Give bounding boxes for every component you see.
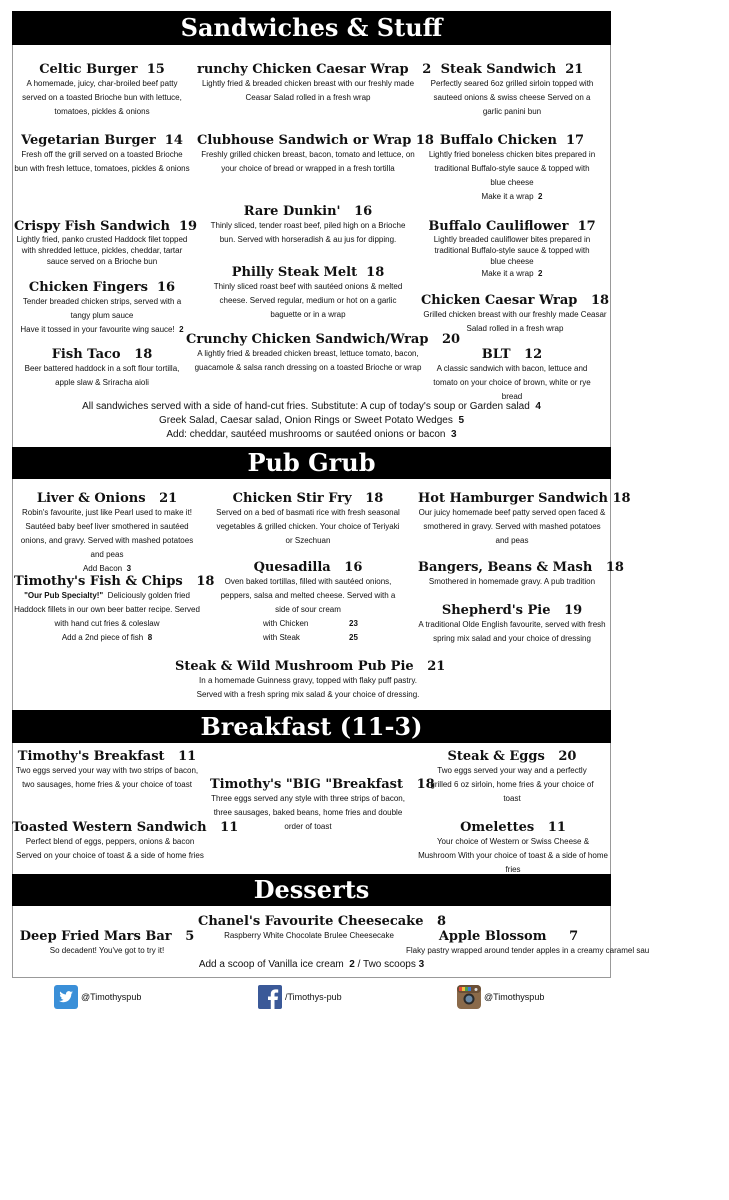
item-description: Flaky pastry wrapped around tender apples in a creamy caramel sau	[406, 946, 650, 955]
item-name: Philly Steak Melt	[231, 265, 358, 280]
section-header-sandwiches: Sandwiches & Stuff	[12, 11, 611, 45]
menu-item	[14, 219, 198, 267]
menu-item	[420, 293, 610, 336]
item-name: Liver & Onions	[36, 491, 146, 506]
menu-item	[14, 62, 190, 119]
item-price: 18	[612, 491, 631, 506]
item-description: Freshly grilled chicken breast, bacon, tomato and lettuce, on your choice of bread or wrapped in a fresh tortilla	[201, 150, 415, 173]
item-name: runchy Chicken Caesar Wrap	[197, 62, 409, 77]
item-description: A classic sandwich with bacon, lettuce and tomato on your choice of brown, white or rye bread	[433, 364, 591, 401]
item-description: So decadent! You've got to try it!	[49, 946, 165, 955]
item-description: Your choice of Western or Swiss Cheese & Mushroom With your choice of toast & a side of home fries	[418, 837, 608, 874]
item-name: Chanel's Favourite Cheesecake	[198, 914, 424, 929]
item-name: Timothy's Fish & Chips	[14, 574, 183, 589]
social-handle: /Timothys-pub	[285, 992, 342, 1002]
item-price: 17	[566, 133, 585, 148]
section-header-breakfast: Breakfast (11-3)	[12, 710, 611, 743]
menu-item	[12, 820, 239, 863]
item-name: Chicken Stir Fry	[232, 491, 352, 506]
menu-item	[198, 914, 447, 943]
item-price: 15	[146, 62, 165, 77]
item-price: 8	[437, 914, 447, 929]
item-name: Timothy's Breakfast	[17, 749, 165, 764]
item-price: 18	[134, 347, 153, 362]
facebook-icon	[258, 985, 282, 1009]
menu-item	[428, 749, 596, 806]
item-name: Fish Taco	[51, 347, 121, 362]
item-price: 5	[185, 929, 195, 944]
menu-item	[14, 491, 200, 576]
item-description: Robin's favourite, just like Pearl used to make it! Sautéed baby beef liver smothered in sautéed onions, and gravy. Served with mashed potatoes and peas	[20, 508, 194, 559]
item-price: 18	[365, 491, 384, 506]
item-price: 18	[196, 574, 215, 589]
item-price: 19	[179, 219, 198, 234]
item-description: Thinly sliced roast beef with sautéed onions & melted cheese. Served regular, medium or hot on a garlic baguette or in a wrap	[213, 282, 403, 319]
item-price: 2	[422, 62, 432, 77]
twitter-icon	[54, 985, 78, 1009]
item-description: Smothered in homemade gravy. A pub tradition	[428, 577, 596, 586]
menu-item	[418, 560, 624, 589]
social-twitter[interactable]	[54, 985, 141, 1009]
item-price: 16	[354, 204, 373, 219]
item-price: 16	[344, 560, 363, 575]
item-price: 18	[590, 293, 610, 308]
item-price: 21	[565, 62, 584, 77]
menu-item	[210, 777, 435, 834]
item-price: 17	[577, 219, 596, 234]
menu-item: Timothy's Fish & Chips 18 "Our Pub Specialty!" Deliciously golden fried Haddock fillets in our own beer batter recipe. Served with hand cut fries & coleslaw Add a 2nd piece of fish 8	[14, 574, 215, 642]
item-extra-price: 3	[126, 564, 132, 573]
social-handle: @Timothyspub	[81, 992, 142, 1002]
item-name: Clubhouse Sandwich or Wrap	[197, 133, 412, 148]
dessert-note: Add a scoop of Vanilla ice cream 2 / Two scoops 3	[198, 959, 425, 970]
section-header-desserts: Desserts	[12, 874, 611, 906]
item-name: Crispy Fish Sandwich	[14, 219, 170, 234]
menu-item	[197, 62, 432, 105]
item-name: Crunchy Chicken Sandwich/Wrap	[186, 332, 429, 347]
item-name: Steak Sandwich	[440, 62, 557, 77]
item-name: Bangers, Beans & Mash	[418, 560, 593, 575]
menu-item	[175, 659, 446, 702]
item-description: A lightly fried & breaded chicken breast, lettuce tomato, bacon, guacamole & salsa ranch dressing on a toasted Brioche or wrap	[194, 349, 422, 372]
menu-item	[418, 491, 631, 548]
item-name: Chicken Caesar Wrap	[420, 293, 578, 308]
item-extra: Add Bacon	[82, 564, 123, 573]
item-name: Steak & Eggs	[447, 749, 545, 764]
item-name: Quesadilla	[253, 560, 331, 575]
item-extra: Have it tossed in your favourite wing sauce!	[20, 325, 175, 334]
menu-item	[208, 265, 408, 322]
item-description: Served on a bed of basmati rice with fresh seasonal vegetables & grilled chicken. Your choice of Teriyaki or Szechuan	[216, 508, 400, 545]
item-price: 18	[366, 265, 385, 280]
item-description: Our juicy homemade beef patty served open faced & smothered in gravy. Served with mashed potatoes and peas	[418, 508, 606, 545]
item-description: Fresh off the grill served on a toasted Brioche bun with fresh lettuce, tomatoes, pickles & onions	[14, 150, 190, 173]
item-price: 19	[564, 603, 583, 618]
menu-item	[186, 332, 461, 375]
item-price: 11	[178, 749, 197, 764]
item-price: 20	[442, 332, 461, 347]
item-name: BLT	[481, 347, 511, 362]
item-name: Vegetarian Burger	[21, 133, 156, 148]
item-description: A homemade, juicy, char-broiled beef patty served on a toasted Brioche bun with lettuce, tomatoes, pickles & onions	[22, 79, 182, 116]
item-price: 18	[415, 133, 434, 148]
item-name: Timothy's "BIG "Breakfast	[210, 777, 403, 792]
item-price: 11	[220, 820, 239, 835]
item-price: 18	[605, 560, 624, 575]
menu-item	[428, 219, 596, 281]
item-description: Three eggs served any style with three strips of bacon, three sausages, baked beans, home fries and double order of toast	[211, 794, 405, 831]
item-description: Lightly fried, panko crusted Haddock filet topped with shredded lettuce, pickles, cheddar, tartar sauce served on a Brioche bun	[16, 235, 188, 266]
item-price: 21	[427, 659, 446, 674]
menu-item	[14, 133, 190, 176]
item-name: Deep Fried Mars Bar	[19, 929, 172, 944]
item-description: Grilled chicken breast with our freshly made Ceasar Salad rolled in a fresh wrap	[423, 310, 607, 333]
section-header-pub-grub: Pub Grub	[12, 447, 611, 479]
instagram-icon	[457, 985, 481, 1009]
item-description: Raspberry White Chocolate Brulee Cheesecake	[224, 931, 394, 940]
menu-item: Quesadilla 16 Oven baked tortillas, filled with sautéed onions, peppers, salsa and melted cheese. Served with a side of sour cream with Chicken 23 with Steak 25	[215, 560, 401, 645]
item-description: Two eggs served your way and a perfectly grilled 6 oz sirloin, home fries & your choice of toast	[430, 766, 594, 803]
item-extra-price: 2	[538, 269, 543, 278]
item-name: Buffalo Chicken	[439, 133, 557, 148]
menu-item	[428, 133, 596, 204]
item-price: 14	[164, 133, 183, 148]
item-description: Tender breaded chicken strips, served with a tangy plum sauce	[22, 297, 182, 320]
item-extra-price: 2	[538, 192, 543, 201]
item-extra-price: 2	[179, 325, 184, 334]
item-price: 11	[547, 820, 566, 835]
item-price: 16	[157, 280, 176, 295]
item-price: 18	[416, 777, 435, 792]
menu-item	[428, 347, 596, 404]
item-description: Perfectly seared 6oz grilled sirloin topped with sauteed onions & swiss cheese Served on a garlic panini bun	[430, 79, 594, 116]
menu-item	[215, 491, 401, 548]
item-description: Deliciously golden fried Haddock fillets in our own beer batter recipe. Served with hand cut fries & coleslaw	[14, 591, 200, 628]
menu-item	[14, 280, 190, 337]
item-description: Oven baked tortillas, filled with sautéed onions, peppers, salsa and melted cheese. Served with a side of sour cream	[220, 577, 396, 614]
menu-item	[418, 603, 606, 646]
item-description: Lightly fried boneless chicken bites prepared in traditional Buffalo-style sauce & topped with blue cheese	[428, 150, 596, 187]
social-handle: @Timothyspub	[484, 992, 545, 1002]
item-description: In a homemade Guinness gravy, topped with flaky puff pastry. Served with a fresh spring mix salad & your choice of dressing.	[196, 676, 420, 699]
item-description: Perfect blend of eggs, peppers, onions & bacon Served on your choice of toast & a side of home fries	[16, 837, 204, 860]
item-description: Lightly fried & breaded chicken breast with our freshly made Ceasar Salad rolled in a fresh wrap	[201, 79, 415, 102]
item-name: Hot Hamburger Sandwich	[418, 491, 608, 506]
item-description: Lightly breaded cauliflower bites prepared in traditional Buffalo-style sauce & topped with blue cheese	[433, 235, 591, 266]
item-name: Shepherd's Pie	[441, 603, 551, 618]
menu-item	[208, 204, 408, 247]
item-name: Toasted Western Sandwich	[12, 820, 207, 835]
item-price: 20	[558, 749, 577, 764]
menu-item	[14, 929, 200, 958]
social-instagram[interactable]	[457, 985, 544, 1009]
item-description: Thinly sliced, tender roast beef, piled high on a Brioche bun. Served with horseradish & au jus for dipping.	[210, 221, 406, 244]
item-extra-price: 8	[147, 633, 153, 642]
item-name: Rare Dunkin'	[243, 204, 341, 219]
item-description: A traditional Olde English favourite, served with fresh spring mix salad and your choice of dressing	[418, 620, 606, 643]
item-name: Steak & Wild Mushroom Pub Pie	[175, 659, 414, 674]
menu-item	[418, 820, 608, 877]
menu-item	[197, 133, 434, 176]
item-price: 21	[159, 491, 178, 506]
item-name: Buffalo Cauliflower	[428, 219, 569, 234]
item-name: Chicken Fingers	[28, 280, 148, 295]
item-price: 7	[569, 929, 579, 944]
item-description: Beer battered haddock in a soft flour tortilla, apple slaw & Sriracha aioli	[24, 364, 180, 387]
social-facebook[interactable]	[258, 985, 342, 1009]
sides-note: All sandwiches served with a side of hand-cut fries. Substitute: A cup of today's soup or Garden salad 4 Greek Salad, Caesar salad, Onion Rings or Sweet Potato Wedges 5 Add: cheddar, sautéed mushrooms or sautéed onions or bacon 3	[82, 401, 541, 440]
menu-item	[14, 749, 200, 792]
item-name: Apple Blossom	[438, 929, 547, 944]
item-name: Omelettes	[460, 820, 535, 835]
item-extra: Make it a wrap	[481, 269, 534, 278]
item-name: Celtic Burger	[39, 62, 138, 77]
item-extra: Add a 2nd piece of fish	[61, 633, 144, 642]
item-extra: Make it a wrap	[481, 192, 534, 201]
menu-item	[14, 347, 190, 390]
item-price: 12	[524, 347, 543, 362]
menu-item	[428, 62, 596, 119]
menu-item	[406, 929, 650, 958]
item-description: Two eggs served your way with two strips of bacon, two sausages, home fries & your choice of toast	[15, 766, 199, 789]
